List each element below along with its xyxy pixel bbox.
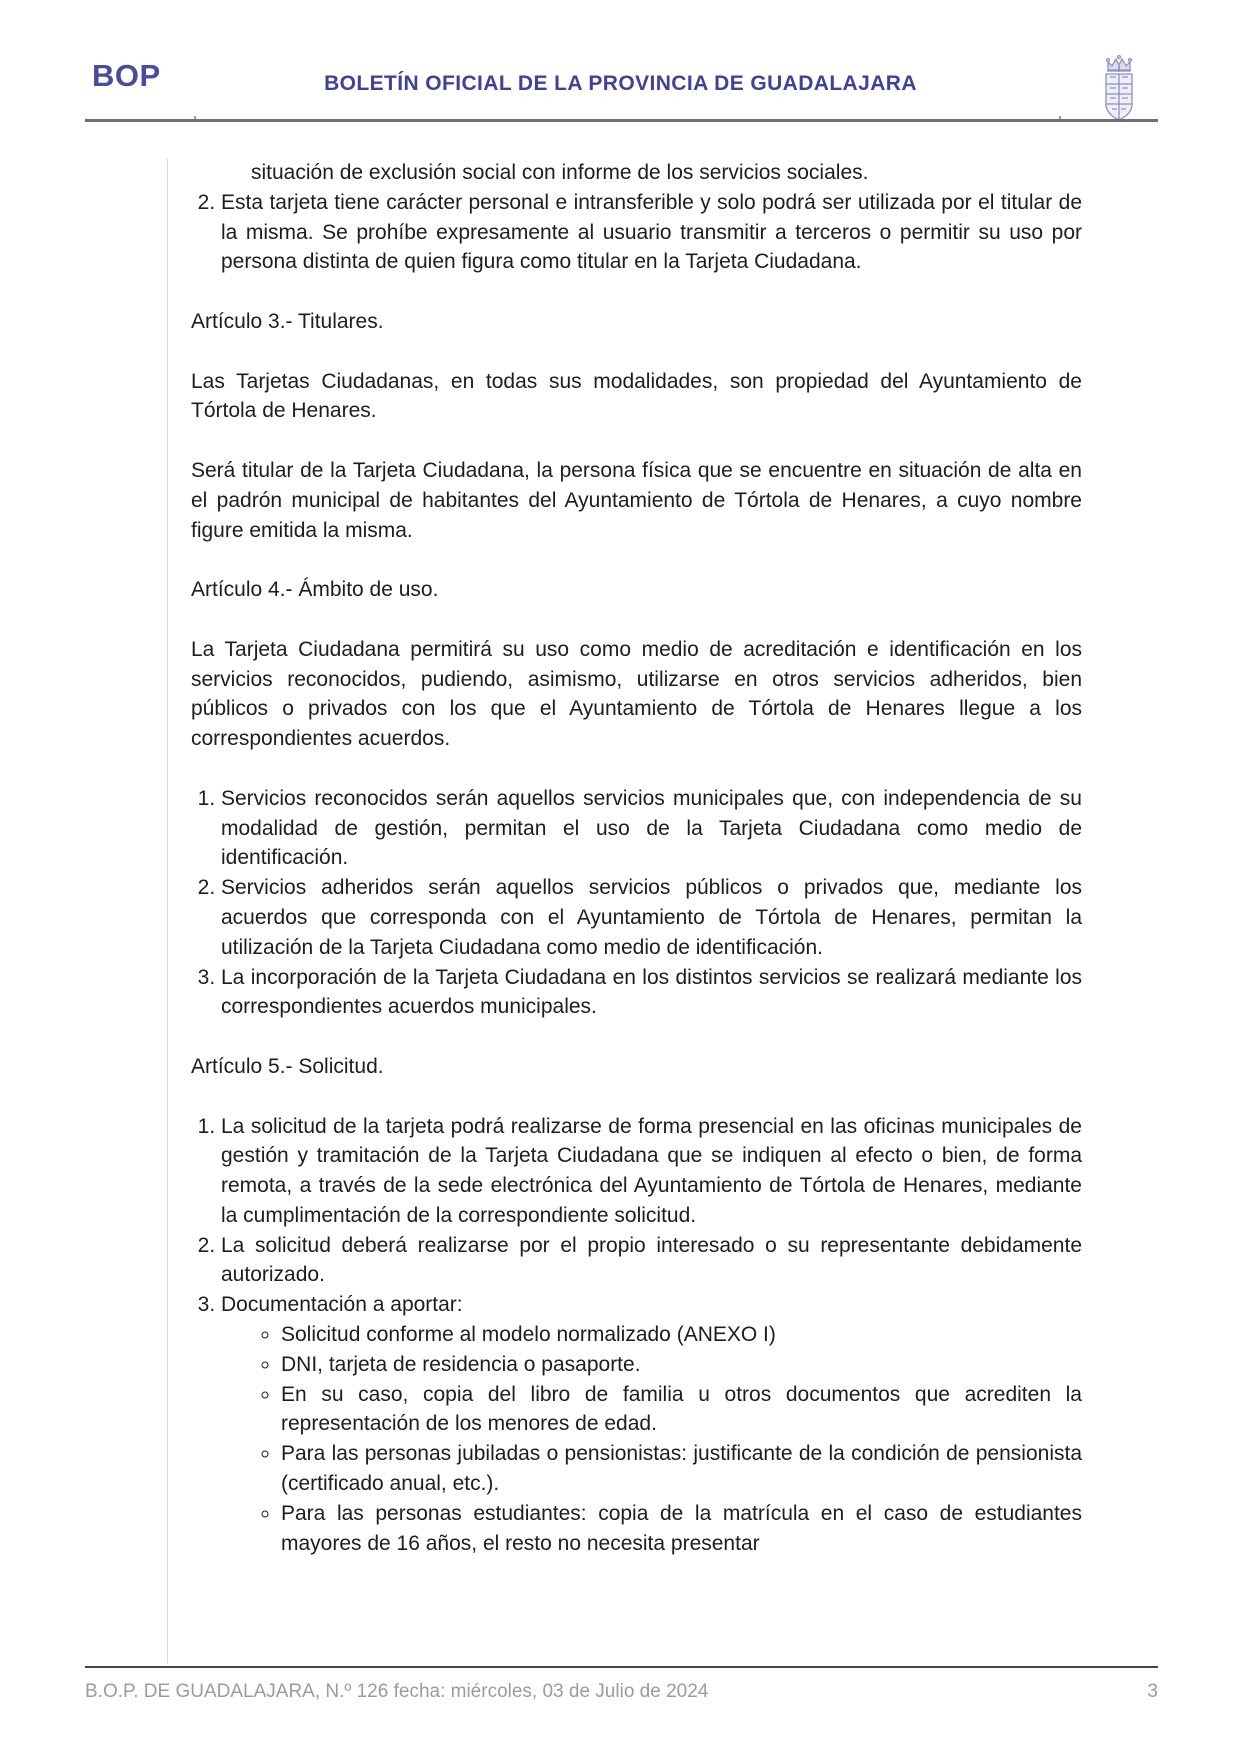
footer-edition-info: B.O.P. DE GUADALAJARA, N.º 126 fecha: miércoles, 03 de Julio de 2024 <box>85 1681 709 1702</box>
article-heading: Artículo 3.- Titulares. <box>191 309 384 333</box>
list-item <box>221 873 1082 962</box>
header-divider-tick <box>194 116 196 119</box>
list-item-text: La solicitud deberá realizarse por el propio interesado o su representante debidamente autorizado. <box>221 1233 1082 1287</box>
bop-logo: BOP <box>92 58 161 93</box>
list-item <box>221 963 1082 1023</box>
coat-of-arms-icon <box>1098 52 1140 126</box>
article-heading: Artículo 4.- Ámbito de uso. <box>191 578 439 602</box>
list-item-text: La solicitud de la tarjeta podrá realizarse de forma presencial en las oficinas municipales de gestión y tramitación de la Tarjeta Ciudadana que se indiquen al efecto o bien, de forma remota, a través de la sede electrónica del Ayuntamiento de Tórtola de Henares, mediante la cumplimentación de la correspondiente solicitud. <box>221 1114 1082 1227</box>
article-heading: Artículo 5.- Solicitud. <box>191 1054 384 1078</box>
numbered-list <box>191 784 1082 1022</box>
bullet-item: ◦ En su caso, copia del libro de familia u otros documentos que acrediten la representación de los menores de edad. <box>281 1380 1082 1440</box>
paragraph: Las Tarjetas Ciudadanas, en todas sus modalidades, son propiedad del Ayuntamiento de Tórtola de Henares. <box>191 369 1082 423</box>
list-item-text: Documentación a aportar: <box>221 1293 463 1317</box>
list-item <box>221 1231 1082 1291</box>
footer-divider <box>85 1666 1158 1668</box>
page-title: BOLETÍN OFICIAL DE LA PROVINCIA DE GUADALAJARA <box>324 72 917 95</box>
footer-page-number: 3 <box>1147 1681 1158 1702</box>
list-item <box>221 188 1082 277</box>
paragraph: Será titular de la Tarjeta Ciudadana, la persona física que se encuentre en situación de alta en el padrón municipal de habitantes del Ayuntamiento de Tórtola de Henares, a cuyo nombre figure emitida la misma. <box>191 458 1082 542</box>
continuation-line: situación de exclusión social con informe de los servicios sociales. <box>251 161 869 184</box>
document-body <box>167 158 1082 1663</box>
list-item <box>221 1112 1082 1231</box>
list-item-text: Servicios adheridos serán aquellos servicios públicos o privados que, mediante los acuerdos que corresponda con el Ayuntamiento de Tórtola de Henares, permitan la utilización de la Tarjeta Ciudadana como medio de identificación. <box>221 876 1082 959</box>
list-item-text: Servicios reconocidos serán aquellos servicios municipales que, con independencia de su modalidad de gestión, permitan el uso de la Tarjeta Ciudadana como medio de identificación. <box>221 786 1082 870</box>
bullet-item: ◦ DNI, tarjeta de residencia o pasaporte. <box>281 1350 1082 1380</box>
bullet-item: ◦ Para las personas estudiantes: copia de la matrícula en el caso de estudiantes mayores de 16 años, el resto no necesita presentar <box>281 1499 1082 1559</box>
header-divider <box>85 119 1158 122</box>
bullet-item: ◦ Para las personas jubiladas o pensionistas: justificante de la condición de pensionista (certificado anual, etc.). <box>281 1439 1082 1499</box>
list-item <box>221 1290 1082 1558</box>
list-item-text: Esta tarjeta tiene carácter personal e intransferible y solo podrá ser utilizada por el titular de la misma. Se prohíbe expresamente al usuario transmitir a terceros o permitir su uso por persona distinta de quien figura como titular en la Tarjeta Ciudadana. <box>221 190 1082 274</box>
paragraph: La Tarjeta Ciudadana permitirá su uso como medio de acreditación e identificación en los servicios reconocidos, pudiendo, asimismo, utilizarse en otros servicios adheridos, bien públicos o privados con los que el Ayuntamiento de Tórtola de Henares llegue a los correspondientes acuerdos. <box>191 637 1082 751</box>
list-item <box>221 784 1082 873</box>
bullet-sub-list <box>221 1320 1082 1558</box>
numbered-list <box>191 1112 1082 1559</box>
list-item-text: La incorporación de la Tarjeta Ciudadana en los distintos servicios se realizará mediante los correspondientes acuerdos municipales. <box>221 965 1082 1019</box>
numbered-list <box>191 188 1082 277</box>
header-divider-tick <box>1059 116 1061 119</box>
bullet-item: ◦ Solicitud conforme al modelo normalizado (ANEXO I) <box>281 1320 1082 1350</box>
